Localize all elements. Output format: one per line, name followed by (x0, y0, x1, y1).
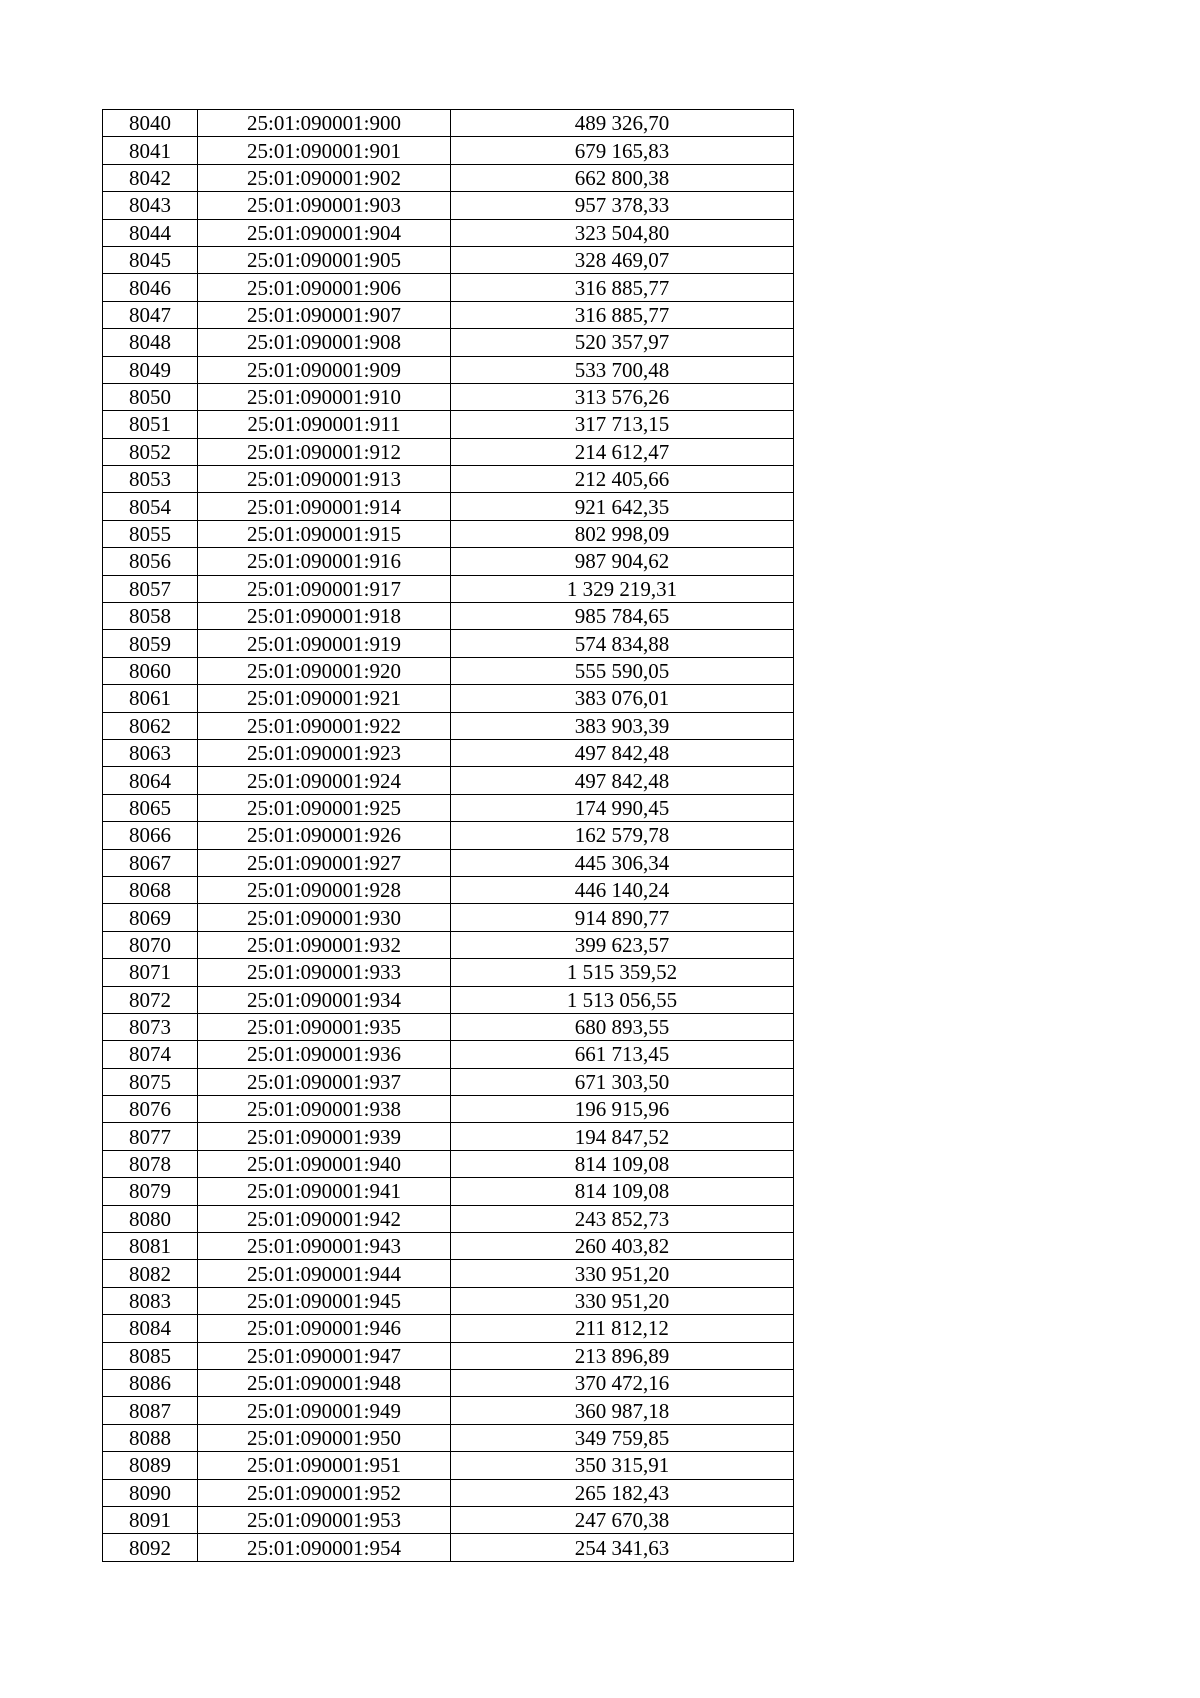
table-row (103, 1178, 794, 1205)
table-row (103, 904, 794, 931)
row-number-cell: 8091 (103, 1506, 198, 1533)
value-cell: 360 987,18 (451, 1397, 794, 1424)
row-number-cell: 8054 (103, 493, 198, 520)
value-cell: 680 893,55 (451, 1013, 794, 1040)
cadastral-number-cell: 25:01:090001:911 (198, 411, 451, 438)
cadastral-number-cell: 25:01:090001:947 (198, 1342, 451, 1369)
table-body (103, 110, 794, 1562)
value-cell: 194 847,52 (451, 1123, 794, 1150)
row-number-cell: 8088 (103, 1424, 198, 1451)
cadastral-number-cell: 25:01:090001:904 (198, 219, 451, 246)
value-cell: 214 612,47 (451, 438, 794, 465)
cadastral-number-cell: 25:01:090001:950 (198, 1424, 451, 1451)
table-row (103, 219, 794, 246)
table-row (103, 1479, 794, 1506)
cadastral-number-cell: 25:01:090001:901 (198, 137, 451, 164)
cadastral-number-cell: 25:01:090001:944 (198, 1260, 451, 1287)
cadastral-number-cell: 25:01:090001:938 (198, 1096, 451, 1123)
cadastral-number-cell: 25:01:090001:900 (198, 110, 451, 137)
cadastral-number-cell: 25:01:090001:946 (198, 1315, 451, 1342)
value-cell: 1 515 359,52 (451, 959, 794, 986)
row-number-cell: 8050 (103, 383, 198, 410)
table-row (103, 274, 794, 301)
cadastral-number-cell: 25:01:090001:910 (198, 383, 451, 410)
value-cell: 316 885,77 (451, 274, 794, 301)
table-row (103, 1506, 794, 1533)
table-row (103, 548, 794, 575)
row-number-cell: 8070 (103, 931, 198, 958)
cadastral-number-cell: 25:01:090001:932 (198, 931, 451, 958)
cadastral-number-cell: 25:01:090001:907 (198, 301, 451, 328)
row-number-cell: 8057 (103, 575, 198, 602)
table-row (103, 1342, 794, 1369)
value-cell: 802 998,09 (451, 520, 794, 547)
table-row (103, 466, 794, 493)
cadastral-number-cell: 25:01:090001:934 (198, 986, 451, 1013)
row-number-cell: 8083 (103, 1287, 198, 1314)
value-cell: 265 182,43 (451, 1479, 794, 1506)
table-row (103, 1123, 794, 1150)
value-cell: 349 759,85 (451, 1424, 794, 1451)
row-number-cell: 8047 (103, 301, 198, 328)
value-cell: 328 469,07 (451, 246, 794, 273)
cadastral-number-cell: 25:01:090001:943 (198, 1233, 451, 1260)
cadastral-number-cell: 25:01:090001:930 (198, 904, 451, 931)
value-cell: 383 903,39 (451, 712, 794, 739)
row-number-cell: 8090 (103, 1479, 198, 1506)
row-number-cell: 8074 (103, 1041, 198, 1068)
cadastral-number-cell: 25:01:090001:912 (198, 438, 451, 465)
value-cell: 323 504,80 (451, 219, 794, 246)
table-row (103, 739, 794, 766)
table-row (103, 822, 794, 849)
row-number-cell: 8075 (103, 1068, 198, 1095)
cadastral-number-cell: 25:01:090001:914 (198, 493, 451, 520)
cadastral-number-cell: 25:01:090001:954 (198, 1534, 451, 1561)
value-cell: 313 576,26 (451, 383, 794, 410)
cadastral-number-cell: 25:01:090001:942 (198, 1205, 451, 1232)
row-number-cell: 8041 (103, 137, 198, 164)
row-number-cell: 8052 (103, 438, 198, 465)
row-number-cell: 8067 (103, 849, 198, 876)
row-number-cell: 8066 (103, 822, 198, 849)
cadastral-value-table (102, 109, 794, 1562)
row-number-cell: 8085 (103, 1342, 198, 1369)
value-cell: 260 403,82 (451, 1233, 794, 1260)
table-row (103, 849, 794, 876)
row-number-cell: 8087 (103, 1397, 198, 1424)
table-row (103, 685, 794, 712)
table-row (103, 1534, 794, 1561)
row-number-cell: 8078 (103, 1150, 198, 1177)
value-cell: 987 904,62 (451, 548, 794, 575)
cadastral-number-cell: 25:01:090001:935 (198, 1013, 451, 1040)
value-cell: 814 109,08 (451, 1178, 794, 1205)
table-row (103, 1452, 794, 1479)
table-row (103, 1260, 794, 1287)
value-cell: 211 812,12 (451, 1315, 794, 1342)
table-row (103, 1096, 794, 1123)
row-number-cell: 8060 (103, 657, 198, 684)
value-cell: 445 306,34 (451, 849, 794, 876)
cadastral-number-cell: 25:01:090001:921 (198, 685, 451, 712)
row-number-cell: 8061 (103, 685, 198, 712)
table-row (103, 1315, 794, 1342)
value-cell: 330 951,20 (451, 1260, 794, 1287)
table-row (103, 767, 794, 794)
table-row (103, 438, 794, 465)
row-number-cell: 8068 (103, 876, 198, 903)
cadastral-number-cell: 25:01:090001:941 (198, 1178, 451, 1205)
table-row (103, 1041, 794, 1068)
value-cell: 679 165,83 (451, 137, 794, 164)
cadastral-number-cell: 25:01:090001:909 (198, 356, 451, 383)
row-number-cell: 8079 (103, 1178, 198, 1205)
row-number-cell: 8043 (103, 192, 198, 219)
row-number-cell: 8092 (103, 1534, 198, 1561)
cadastral-number-cell: 25:01:090001:918 (198, 603, 451, 630)
cadastral-number-cell: 25:01:090001:937 (198, 1068, 451, 1095)
table-row (103, 164, 794, 191)
value-cell: 247 670,38 (451, 1506, 794, 1533)
cadastral-number-cell: 25:01:090001:952 (198, 1479, 451, 1506)
row-number-cell: 8086 (103, 1369, 198, 1396)
row-number-cell: 8072 (103, 986, 198, 1013)
row-number-cell: 8071 (103, 959, 198, 986)
table-row (103, 246, 794, 273)
table-row (103, 959, 794, 986)
value-cell: 370 472,16 (451, 1369, 794, 1396)
value-cell: 914 890,77 (451, 904, 794, 931)
table-row (103, 794, 794, 821)
row-number-cell: 8064 (103, 767, 198, 794)
cadastral-number-cell: 25:01:090001:917 (198, 575, 451, 602)
value-cell: 196 915,96 (451, 1096, 794, 1123)
cadastral-number-cell: 25:01:090001:927 (198, 849, 451, 876)
row-number-cell: 8080 (103, 1205, 198, 1232)
cadastral-number-cell: 25:01:090001:928 (198, 876, 451, 903)
value-cell: 446 140,24 (451, 876, 794, 903)
value-cell: 317 713,15 (451, 411, 794, 438)
value-cell: 254 341,63 (451, 1534, 794, 1561)
value-cell: 1 329 219,31 (451, 575, 794, 602)
table-row (103, 1424, 794, 1451)
table-row (103, 137, 794, 164)
table-row (103, 1013, 794, 1040)
row-number-cell: 8058 (103, 603, 198, 630)
cadastral-number-cell: 25:01:090001:906 (198, 274, 451, 301)
table-row (103, 301, 794, 328)
table-row (103, 493, 794, 520)
row-number-cell: 8042 (103, 164, 198, 191)
value-cell: 533 700,48 (451, 356, 794, 383)
table-row (103, 1150, 794, 1177)
table-row (103, 1287, 794, 1314)
value-cell: 814 109,08 (451, 1150, 794, 1177)
row-number-cell: 8082 (103, 1260, 198, 1287)
table-row (103, 411, 794, 438)
table-row (103, 630, 794, 657)
cadastral-number-cell: 25:01:090001:953 (198, 1506, 451, 1533)
cadastral-number-cell: 25:01:090001:926 (198, 822, 451, 849)
row-number-cell: 8045 (103, 246, 198, 273)
value-cell: 399 623,57 (451, 931, 794, 958)
value-cell: 574 834,88 (451, 630, 794, 657)
row-number-cell: 8073 (103, 1013, 198, 1040)
cadastral-number-cell: 25:01:090001:924 (198, 767, 451, 794)
cadastral-number-cell: 25:01:090001:913 (198, 466, 451, 493)
value-cell: 520 357,97 (451, 329, 794, 356)
cadastral-number-cell: 25:01:090001:902 (198, 164, 451, 191)
cadastral-number-cell: 25:01:090001:903 (198, 192, 451, 219)
value-cell: 243 852,73 (451, 1205, 794, 1232)
cadastral-number-cell: 25:01:090001:919 (198, 630, 451, 657)
value-cell: 555 590,05 (451, 657, 794, 684)
cadastral-number-cell: 25:01:090001:948 (198, 1369, 451, 1396)
table-row (103, 986, 794, 1013)
table-row (103, 712, 794, 739)
value-cell: 383 076,01 (451, 685, 794, 712)
cadastral-number-cell: 25:01:090001:922 (198, 712, 451, 739)
cadastral-number-cell: 25:01:090001:945 (198, 1287, 451, 1314)
table-row (103, 1397, 794, 1424)
table-row (103, 575, 794, 602)
table-row (103, 110, 794, 137)
table-row (103, 657, 794, 684)
table-row (103, 1369, 794, 1396)
row-number-cell: 8040 (103, 110, 198, 137)
row-number-cell: 8069 (103, 904, 198, 931)
cadastral-number-cell: 25:01:090001:940 (198, 1150, 451, 1177)
table-row (103, 520, 794, 547)
value-cell: 316 885,77 (451, 301, 794, 328)
row-number-cell: 8077 (103, 1123, 198, 1150)
cadastral-number-cell: 25:01:090001:925 (198, 794, 451, 821)
row-number-cell: 8089 (103, 1452, 198, 1479)
row-number-cell: 8046 (103, 274, 198, 301)
cadastral-number-cell: 25:01:090001:949 (198, 1397, 451, 1424)
value-cell: 1 513 056,55 (451, 986, 794, 1013)
row-number-cell: 8044 (103, 219, 198, 246)
row-number-cell: 8081 (103, 1233, 198, 1260)
table-row (103, 192, 794, 219)
table-row (103, 931, 794, 958)
value-cell: 330 951,20 (451, 1287, 794, 1314)
row-number-cell: 8059 (103, 630, 198, 657)
value-cell: 497 842,48 (451, 739, 794, 766)
row-number-cell: 8048 (103, 329, 198, 356)
cadastral-number-cell: 25:01:090001:905 (198, 246, 451, 273)
value-cell: 213 896,89 (451, 1342, 794, 1369)
cadastral-number-cell: 25:01:090001:923 (198, 739, 451, 766)
table-row (103, 603, 794, 630)
row-number-cell: 8062 (103, 712, 198, 739)
value-cell: 921 642,35 (451, 493, 794, 520)
cadastral-number-cell: 25:01:090001:915 (198, 520, 451, 547)
cadastral-number-cell: 25:01:090001:936 (198, 1041, 451, 1068)
table-row (103, 1205, 794, 1232)
table-row (103, 1233, 794, 1260)
value-cell: 985 784,65 (451, 603, 794, 630)
cadastral-number-cell: 25:01:090001:920 (198, 657, 451, 684)
row-number-cell: 8084 (103, 1315, 198, 1342)
value-cell: 957 378,33 (451, 192, 794, 219)
value-cell: 661 713,45 (451, 1041, 794, 1068)
row-number-cell: 8051 (103, 411, 198, 438)
value-cell: 350 315,91 (451, 1452, 794, 1479)
cadastral-number-cell: 25:01:090001:933 (198, 959, 451, 986)
row-number-cell: 8056 (103, 548, 198, 575)
value-cell: 174 990,45 (451, 794, 794, 821)
cadastral-number-cell: 25:01:090001:908 (198, 329, 451, 356)
value-cell: 489 326,70 (451, 110, 794, 137)
table-row (103, 383, 794, 410)
value-cell: 497 842,48 (451, 767, 794, 794)
cadastral-number-cell: 25:01:090001:939 (198, 1123, 451, 1150)
value-cell: 671 303,50 (451, 1068, 794, 1095)
row-number-cell: 8053 (103, 466, 198, 493)
row-number-cell: 8076 (103, 1096, 198, 1123)
value-cell: 662 800,38 (451, 164, 794, 191)
value-cell: 162 579,78 (451, 822, 794, 849)
cadastral-number-cell: 25:01:090001:916 (198, 548, 451, 575)
table-row (103, 329, 794, 356)
cadastral-number-cell: 25:01:090001:951 (198, 1452, 451, 1479)
table-row (103, 876, 794, 903)
row-number-cell: 8063 (103, 739, 198, 766)
table-row (103, 356, 794, 383)
value-cell: 212 405,66 (451, 466, 794, 493)
row-number-cell: 8049 (103, 356, 198, 383)
row-number-cell: 8065 (103, 794, 198, 821)
table-row (103, 1068, 794, 1095)
row-number-cell: 8055 (103, 520, 198, 547)
